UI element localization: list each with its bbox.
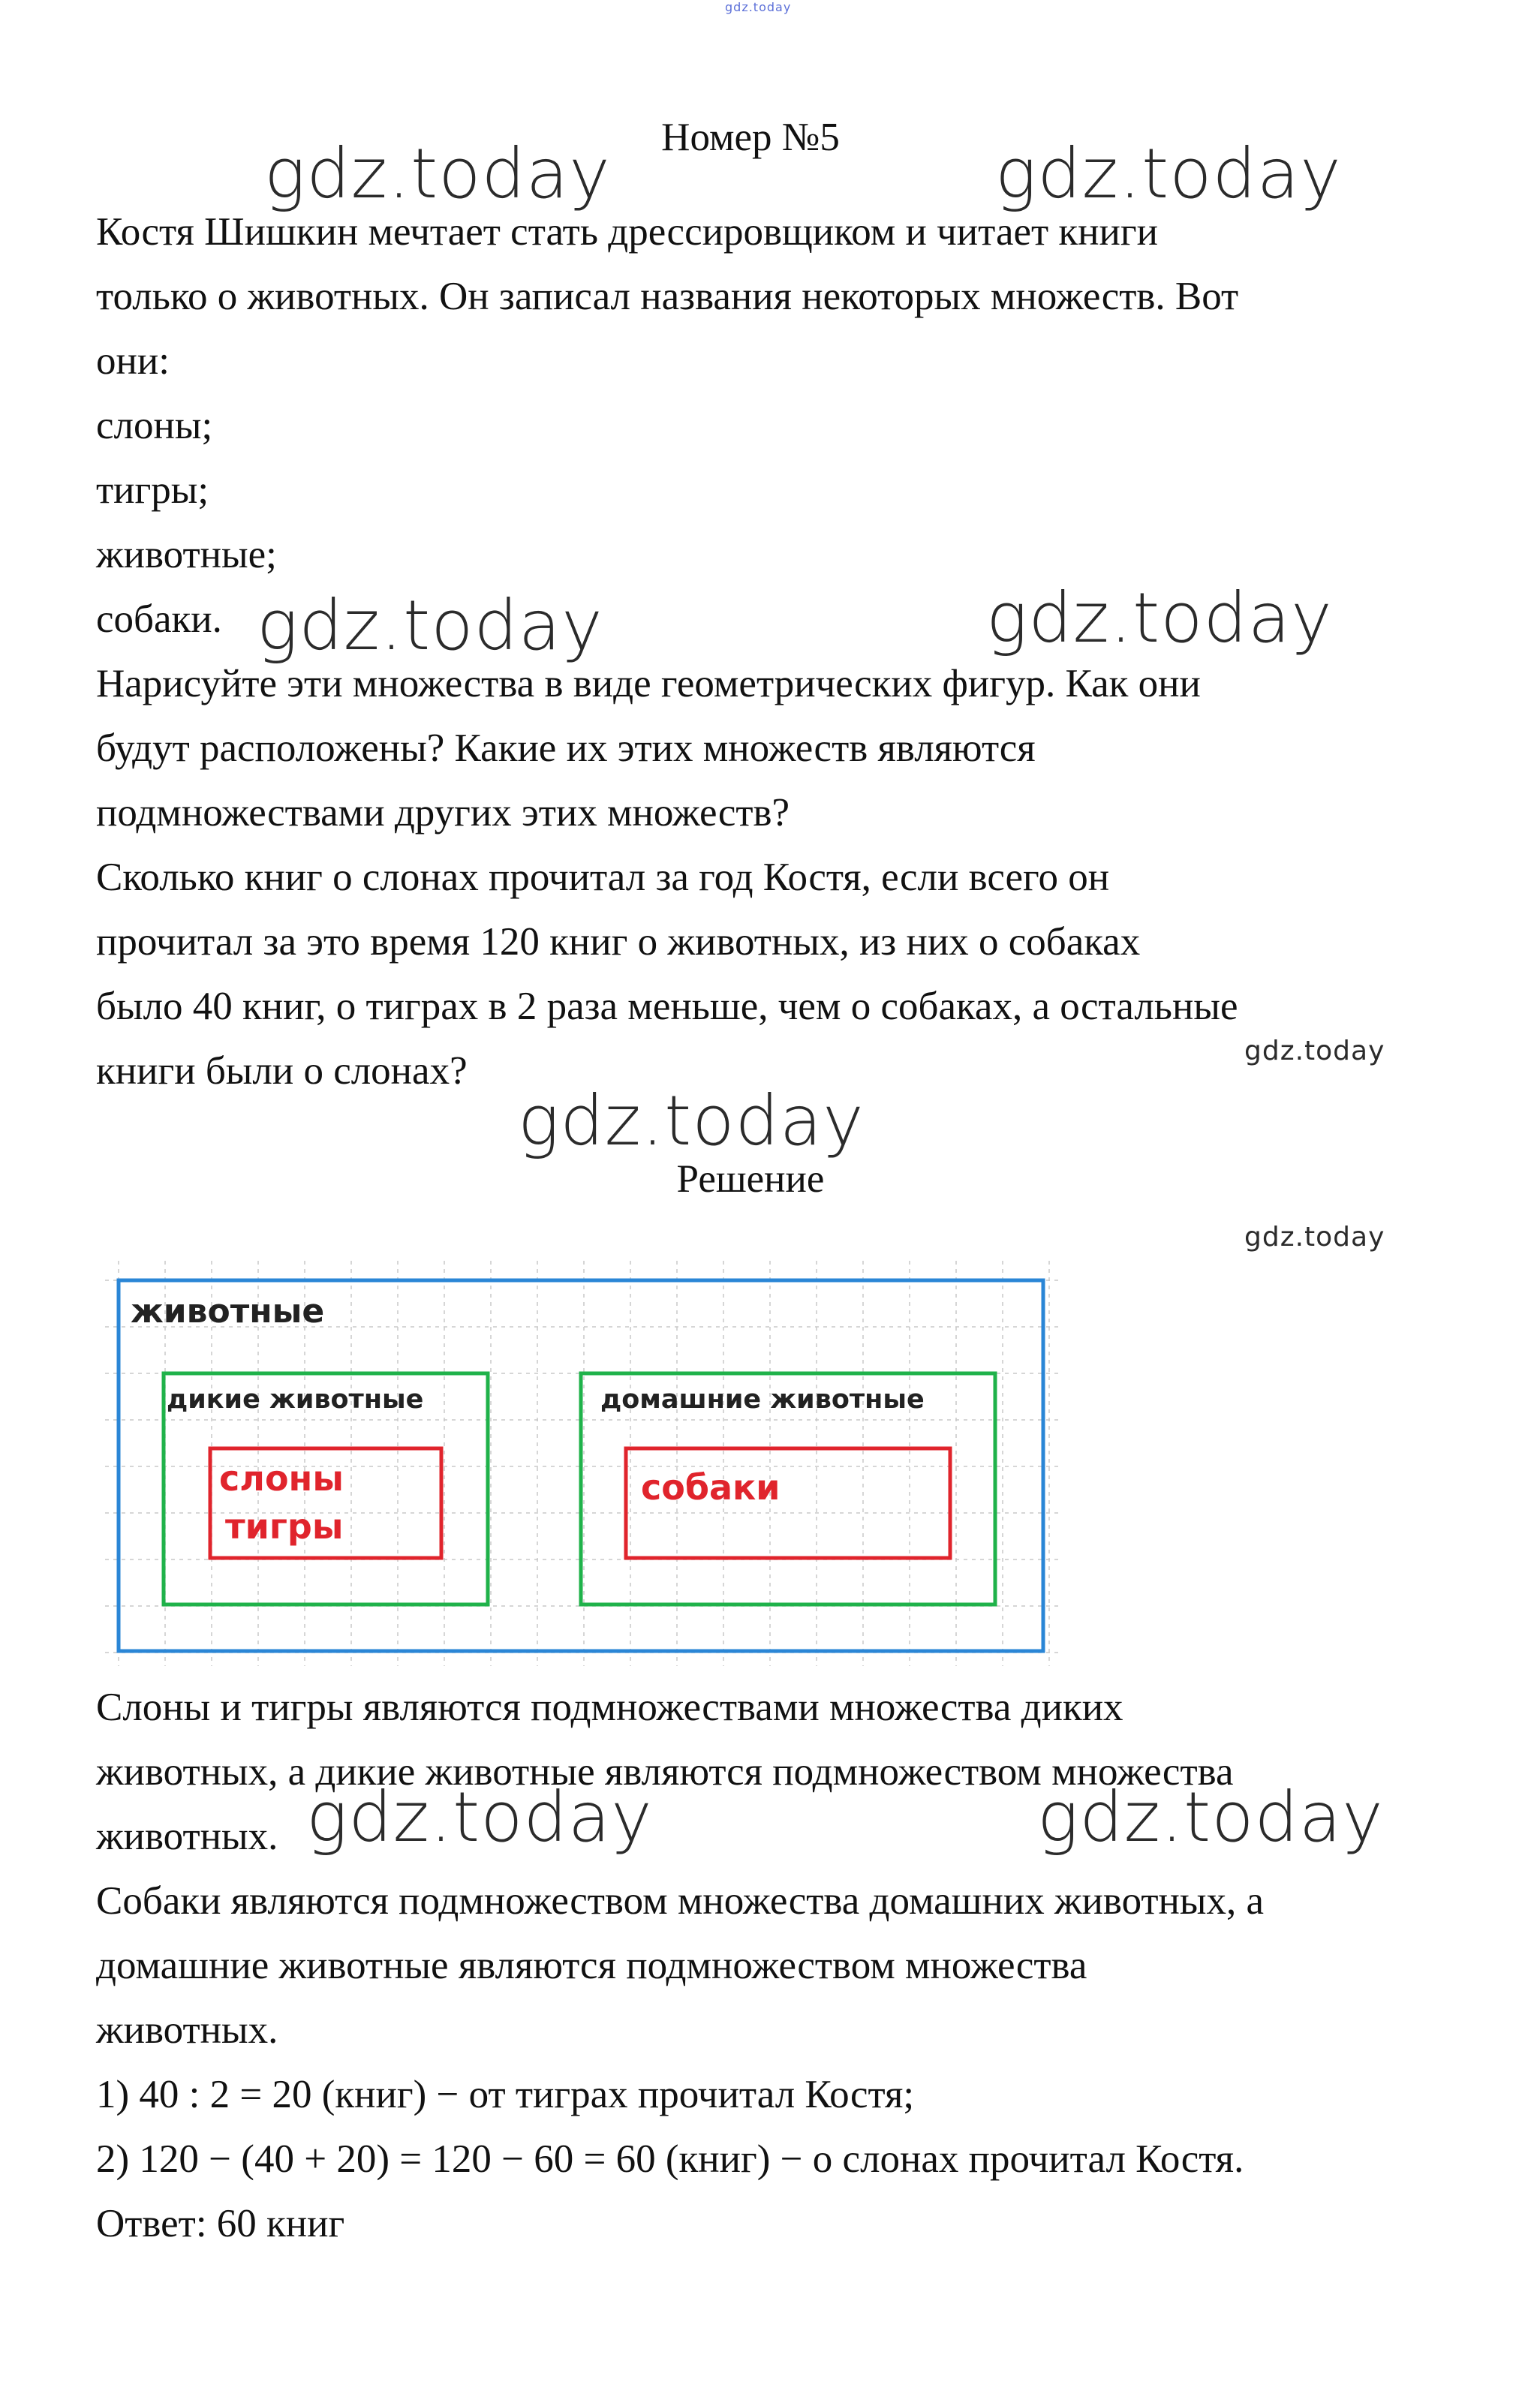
problem-line: собаки. xyxy=(96,597,222,641)
animals-label: животные xyxy=(131,1292,325,1331)
watermark-small: gdz.today xyxy=(1244,1036,1385,1066)
wild-animals-label: дикие животные xyxy=(167,1385,424,1415)
solution-line: Собаки являются подмножеством множества домашних животных, а xyxy=(96,1879,1265,1923)
problem-line: будут расположены? Какие их этих множеств являются xyxy=(96,726,1036,770)
watermark: gdz.today xyxy=(518,1081,865,1161)
watermark: gdz.today xyxy=(257,585,603,666)
watermark: gdz.today xyxy=(264,134,611,214)
solution-line: животных. xyxy=(96,1815,278,1858)
watermark: gdz.today xyxy=(986,578,1333,658)
problem-line: тигры; xyxy=(96,468,209,512)
top-watermark: gdz.today xyxy=(725,0,792,14)
solution-heading: Решение xyxy=(676,1157,825,1201)
problem-line: слоны; xyxy=(96,404,213,447)
watermark: gdz.today xyxy=(1037,1777,1384,1857)
watermark-small: gdz.today xyxy=(1244,1222,1385,1253)
page-title: Номер №5 xyxy=(661,116,840,159)
elephants-label: слоны xyxy=(219,1458,344,1499)
problem-line: книги были о слонах? xyxy=(96,1049,468,1093)
dogs-label: собаки xyxy=(641,1467,781,1508)
solution-line: домашние животные являются подмножеством множества xyxy=(96,1944,1087,1987)
solution-line: Слоны и тигры являются подмножествами множества диких xyxy=(96,1686,1123,1729)
problem-line: прочитал за это время 120 книг о животных, из них о собаках xyxy=(96,920,1141,964)
problem-line: Костя Шишкин мечтает стать дрессировщиком и читает книги xyxy=(96,210,1158,254)
problem-line: Нарисуйте эти множества в виде геометрических фигур. Как они xyxy=(96,662,1201,705)
watermark: gdz.today xyxy=(995,134,1342,214)
domestic-animals-label: домашние животные xyxy=(600,1385,925,1415)
tigers-label: тигры xyxy=(225,1506,344,1547)
problem-line: Сколько книг о слонах прочитал за год Костя, если всего он xyxy=(96,856,1110,899)
problem-line: животные; xyxy=(96,533,277,576)
problem-line: только о животных. Он записал названия некоторых множеств. Вот xyxy=(96,275,1239,318)
solution-line: животных. xyxy=(96,2008,278,2052)
answer-line: Ответ: 60 книг xyxy=(96,2202,345,2245)
problem-line: было 40 книг, о тиграх в 2 раза меньше, чем о собаках, а остальные xyxy=(96,985,1238,1028)
solution-line: 1) 40 : 2 = 20 (книг) − от тиграх прочитал Костя; xyxy=(96,2073,915,2116)
problem-line: они: xyxy=(96,339,170,383)
solution-line: 2) 120 − (40 + 20) = 120 − 60 = 60 (книг) − о слонах прочитал Костя. xyxy=(96,2137,1244,2181)
solution-line: животных, а дикие животные являются подмножеством множества xyxy=(96,1750,1234,1794)
watermark: gdz.today xyxy=(306,1777,653,1857)
sets-diagram xyxy=(105,1261,1058,1666)
problem-line: подмножествами других этих множеств? xyxy=(96,791,790,835)
